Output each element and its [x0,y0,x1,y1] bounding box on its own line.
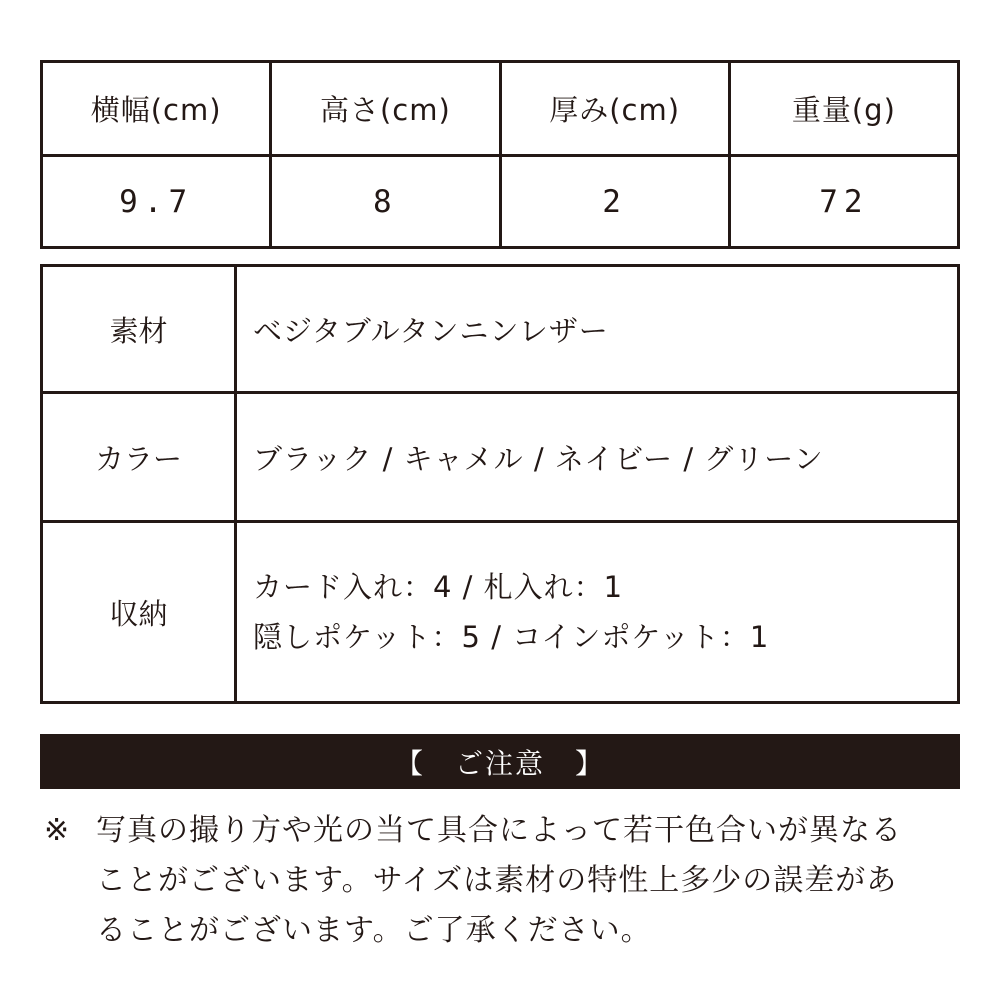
notice-line: ることがございます。ご了承ください。 [96,913,652,948]
notice-title: 【 ご注意 】 [394,746,605,780]
notice-line: 写真の撮り方や光の当て具合によって若干色合いが異なる [96,813,902,848]
spec-row-material [42,266,959,393]
value-weight: 72 [729,156,958,248]
notice-title-bar [40,734,960,789]
header-weight: 重量(g) [729,62,958,156]
specs-table [40,264,960,704]
value-height: 8 [271,156,500,248]
spec-row-storage [42,522,959,703]
material-value: ベジタブルタンニンレザー [236,266,959,393]
value-width: 9.7 [42,156,271,248]
header-thickness: 厚み(cm) [500,62,729,156]
notice-line: ことがございます。サイズは素材の特性上多少の誤差があ [96,863,898,898]
value-thickness: 2 [500,156,729,248]
color-value: ブラック / キャメル / ネイビー / グリーン [236,393,959,522]
spec-row-color [42,393,959,522]
dimensions-value-row [42,156,959,248]
storage-line: 隠しポケット：5 / コインポケット：1 [253,620,770,654]
material-label: 素材 [42,266,236,393]
storage-line: カード入れ：4 / 札入れ：1 [253,570,624,604]
color-label: カラー [42,393,236,522]
header-width: 横幅(cm) [42,62,271,156]
header-height: 高さ(cm) [271,62,500,156]
dimensions-table [40,60,960,249]
notice-lines [96,806,964,956]
notice-text [44,806,964,956]
storage-value [236,522,959,703]
dimensions-header-row [42,62,959,156]
storage-label: 収納 [42,522,236,703]
reference-mark: ※ [44,813,70,848]
